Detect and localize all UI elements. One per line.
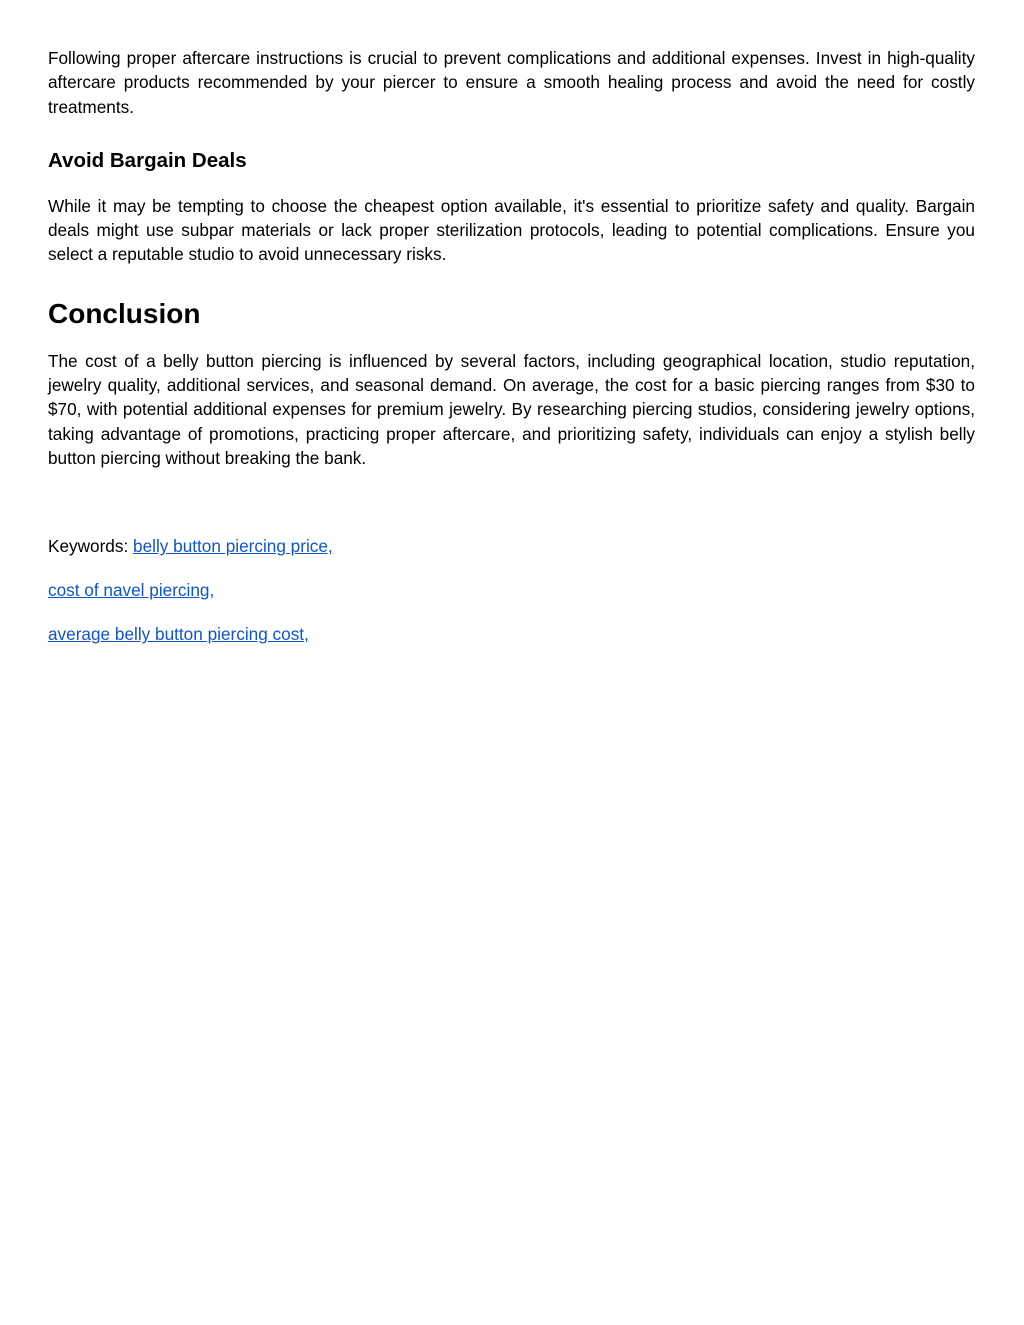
- keywords-line: [48, 534, 975, 558]
- keyword-line-3: [48, 622, 975, 646]
- section-heading-bargain: Avoid Bargain Deals: [48, 148, 247, 172]
- keyword-link-average-cost[interactable]: average belly button piercing cost,: [48, 624, 309, 645]
- keyword-link-navel-cost[interactable]: cost of navel piercing,: [48, 580, 215, 601]
- intro-paragraph: Following proper aftercare instructions is crucial to prevent complications and additional expenses. Invest in high-quality aftercare products recommended by your piercer to ensure a smooth healing process and avoid the need for costly treatments.: [48, 48, 975, 117]
- conclusion-paragraph: The cost of a belly button piercing is influenced by several factors, including geographical location, studio reputation, jewelry quality, additional services, and seasonal demand. On average, the cost for a basic piercing ranges from $30 to $70, with potential additional expenses for premium jewelry. By researching piercing studios, considering jewelry options, taking advantage of promotions, practicing proper aftercare, and prioritizing safety, individuals can enjoy a stylish belly button piercing without breaking the bank.: [48, 350, 975, 468]
- bargain-paragraph: While it may be tempting to choose the cheapest option available, it's essential to prioritize safety and quality. Bargain deals might use subpar materials or lack proper sterilization protocols, leading to potential complications. Ensure you select a reputable studio to avoid unnecessary risks.: [48, 195, 975, 265]
- conclusion-heading: Conclusion: [48, 297, 201, 329]
- keywords-label: Keywords:: [48, 536, 134, 557]
- document-page: [48, 46, 975, 646]
- keyword-line-2: [48, 578, 975, 602]
- keyword-link-price[interactable]: belly button piercing price,: [133, 536, 333, 557]
